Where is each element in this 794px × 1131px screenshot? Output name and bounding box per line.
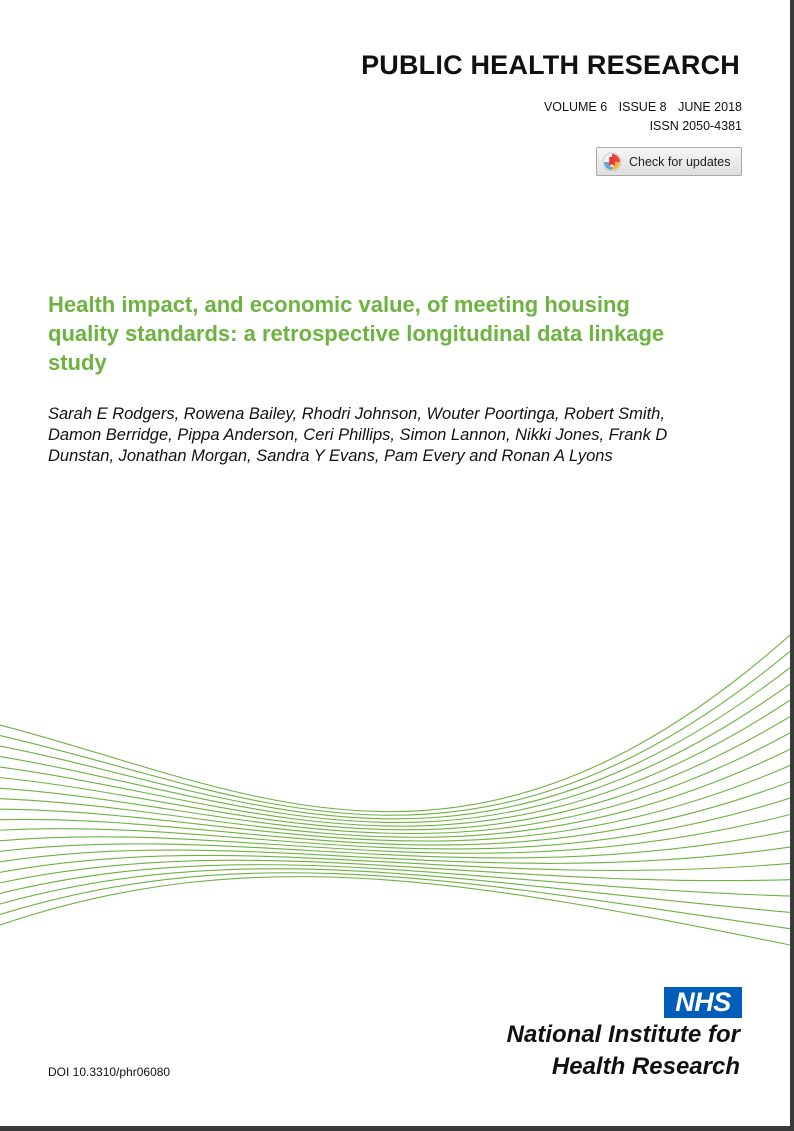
issue-label: ISSUE 8	[618, 100, 667, 114]
check-for-updates-icon	[602, 152, 622, 172]
wave-line	[0, 749, 790, 837]
date-label: JUNE 2018	[678, 100, 742, 114]
doi-label: DOI 10.3310/phr06080	[48, 1065, 171, 1079]
wave-line	[0, 798, 790, 849]
journal-meta	[536, 100, 742, 114]
wave-line	[0, 668, 790, 819]
article-title: Health impact, and economic value, of meeting housing quality standards: a retrospective longitudinal data linkage study	[48, 292, 665, 375]
wave-line	[0, 782, 790, 845]
wave-line	[0, 651, 790, 815]
issn-label: ISSN 2050-4381	[649, 119, 742, 133]
article-authors: Sarah E Rodgers, Rowena Bailey, Rhodri Johnson, Wouter Poortinga, Robert Smith, Damon Berridge, Pippa Anderson, Ceri Phillips, Simon Lannon, Nikki Jones, Frank D Dunstan, Jonathan Morgan, Sandra Y Evans, Pam Every and Ronan A Lyons	[48, 405, 668, 465]
journal-title: PUBLIC HEALTH RESEARCH	[361, 50, 740, 80]
wave-line	[0, 635, 790, 812]
check-for-updates-button[interactable]	[596, 147, 742, 176]
volume-label: VOLUME 6	[543, 100, 608, 114]
decorative-wave-lines	[0, 600, 790, 960]
check-for-updates-label: Check for updates	[629, 154, 731, 169]
publisher-name-line1: National Institute for	[506, 1021, 740, 1048]
publisher-name-line2: Health Research	[551, 1053, 740, 1080]
nhs-logo: NHS	[664, 987, 742, 1018]
